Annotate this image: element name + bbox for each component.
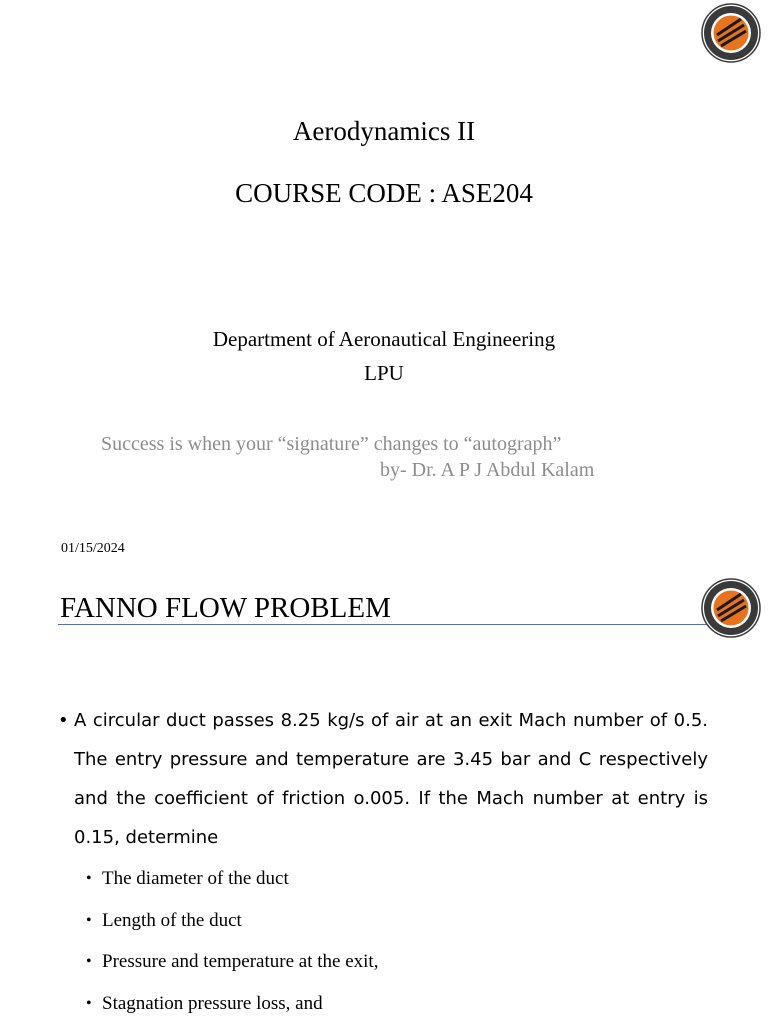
course-title: Aerodynamics II bbox=[0, 116, 768, 147]
department-name: Department of Aeronautical Engineering bbox=[0, 327, 768, 352]
problem-statement: • A circular duct passes 8.25 kg/s of air at an exit Mach number of 0.5. The entry pressure and temperature are 3.45 bar and C respectively and the coefficient of friction o.005. If the Mach number at entry is 0.15, determine bbox=[58, 701, 708, 857]
title-underline bbox=[58, 624, 712, 625]
slide-title: FANNO FLOW PROBLEM bbox=[60, 592, 391, 625]
problem-body bbox=[58, 701, 708, 857]
problem-slide bbox=[0, 572, 768, 1024]
slide-date: 01/15/2024 bbox=[61, 541, 125, 557]
course-code: COURSE CODE : ASE204 bbox=[0, 178, 768, 209]
quote-author: by- Dr. A P J Abdul Kalam bbox=[380, 459, 594, 482]
institution-name: LPU bbox=[0, 361, 768, 386]
sub-item-list bbox=[86, 864, 378, 1030]
university-logo bbox=[701, 578, 761, 638]
quote-text: Success is when your “signature” changes to “autograph” bbox=[101, 433, 561, 456]
sub-item: • Length of the duct bbox=[86, 906, 378, 948]
university-logo bbox=[701, 3, 761, 63]
sub-item: • Stagnation pressure loss, and bbox=[86, 989, 378, 1030]
sub-item: • The diameter of the duct bbox=[86, 864, 378, 906]
sub-item: • Pressure and temperature at the exit, bbox=[86, 947, 378, 989]
